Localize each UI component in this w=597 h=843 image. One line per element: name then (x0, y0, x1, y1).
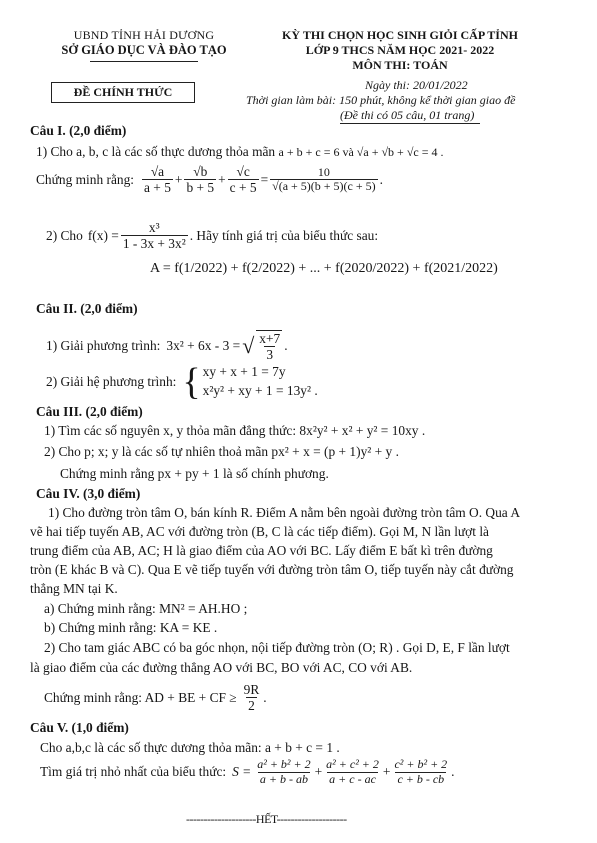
q2-title: Câu II. (2,0 điểm) (36, 301, 138, 316)
f-frac (121, 220, 188, 252)
f-den: 1 - 3x + 3x² (122, 236, 186, 252)
A-expression-text: A = f(1/2022) + f(2/2022) + ... + f(2020/2022) + f(2021/2022) (150, 261, 498, 276)
q4-line8-prefix: Chứng minh rằng: AD + BE + CF ≥ (44, 689, 237, 705)
sqrt-sign: √ (242, 333, 255, 359)
q2-radical (256, 330, 282, 363)
q4-part-a: a) Chứng minh rằng: MN² = AH.HO ; (44, 601, 248, 616)
plus-sign: + (382, 763, 391, 779)
q2-part2 (46, 363, 318, 401)
S-term-1 (255, 758, 312, 787)
equation-system (182, 363, 317, 401)
q5-line2-label: Tìm giá trị nhỏ nhất của biểu thức: (40, 763, 227, 779)
9R-over-2 (242, 682, 262, 714)
brace-icon: { (182, 361, 201, 403)
header-right (250, 28, 550, 73)
plus-sign: + (218, 171, 226, 187)
q1-part2-suffix: . Hãy tính giá trị của biểu thức sau: (189, 227, 379, 243)
S-lhs: S = (232, 763, 252, 779)
q4-title: Câu IV. (3,0 điểm) (36, 486, 141, 501)
q4-line1: 1) Cho đường tròn tâm O, bán kính R. Điểm A nằm bên ngoài đường tròn tâm O. Qua A (48, 505, 521, 520)
footer-end-marker: --------------------HẾT-------------------- (186, 812, 347, 826)
plus-sign: + (314, 763, 323, 779)
frac-b-num: √b (193, 164, 208, 179)
frac-b-den: b + 5 (186, 180, 215, 196)
q4-line2: vẽ hai tiếp tuyến AB, AC với đường tròn (B, C là các tiếp điểm). Gọi M, N lần lượt là (30, 524, 489, 539)
system-row-2: x²y² + xy + 1 = 13y² . (202, 383, 318, 398)
S-term-2 (324, 758, 381, 787)
radical-den: 3 (266, 347, 274, 363)
q3-part2: 2) Cho p; x; y là các số tự nhiên thoả mãn px² + x = (p + 1)y² + y . (44, 444, 399, 459)
q5-line2 (40, 758, 455, 787)
q1-part1-condition: a + b + c = 6 và √a + √b + √c = 4 . (278, 145, 444, 159)
pages-note: (Đề thi có 05 câu, 01 trang) (340, 108, 475, 122)
t1-den: a + b - ab (259, 771, 308, 786)
official-badge: ĐỀ CHÍNH THỨC (51, 82, 195, 103)
frac-b (184, 164, 216, 196)
exam-title: KỲ THI CHỌN HỌC SINH GIỎI CẤP TỈNH (282, 28, 518, 42)
q1-part2 (46, 220, 378, 252)
t2-num: a² + c² + 2 (326, 757, 379, 771)
plus-sign: + (174, 171, 183, 187)
q1-title: Câu I. (2,0 điểm) (30, 123, 127, 138)
pages-note-rule (340, 123, 480, 124)
frac-den: 2 (248, 698, 255, 714)
frac-a (142, 164, 173, 196)
q1-part1 (36, 144, 444, 161)
frac-c-num: √c (236, 164, 250, 179)
header-left (44, 28, 244, 59)
q5-title: Câu V. (1,0 điểm) (30, 720, 129, 735)
q4-line7: là giao điểm của các đường thẳng AO với BC, BO với AC, CO với AB. (30, 660, 413, 675)
q4-line4: tròn (E khác B và C). Qua E vẽ tiếp tuyến với đường tròn tâm O, tiếp tuyến này cắt đường (30, 562, 514, 577)
q4-line3: trung điểm của AB, AC; H là giao điểm của AO với BC. Lấy điểm E bất kì trên đường (30, 543, 493, 558)
q1-inequality (36, 164, 383, 196)
period: . (284, 338, 288, 354)
subject: MÔN THI: TOÁN (352, 58, 448, 72)
exam-duration: Thời gian làm bài: 150 phút, không kể thời gian giao đề (246, 93, 516, 107)
S-term-3 (392, 758, 449, 787)
q2-eq1-lhs: 3x² + 6x - 3 = (166, 338, 241, 354)
frac-rhs-num: 10 (317, 164, 330, 179)
frac-rhs-den: √(a + 5)(b + 5)(c + 5) (272, 179, 376, 194)
exam-date: Ngày thi: 20/01/2022 (365, 78, 468, 92)
t3-den: c + b - cb (397, 771, 445, 786)
t1-num: a² + b² + 2 (257, 757, 311, 771)
frac-rhs (270, 166, 378, 195)
q4-line5: thẳng MN tại K. (30, 581, 118, 596)
q4-line6: 2) Cho tam giác ABC có ba góc nhọn, nội tiếp đường tròn (O; R) . Gọi D, E, F lần lượt (44, 640, 510, 655)
header-left-rule (90, 61, 198, 62)
agency-name: UBND TỈNH HẢI DƯƠNG (73, 28, 215, 42)
system-row-1: xy + x + 1 = 7y (202, 364, 286, 380)
t2-den: a + c - ac (329, 771, 376, 786)
A-expression (150, 260, 498, 278)
frac-num: 9R (243, 682, 260, 697)
q2-part2-label: 2) Giải hệ phương trình: (46, 373, 177, 389)
radical-num: x+7 (259, 331, 281, 346)
q2-part1 (46, 330, 288, 363)
q1-part1-text: 1) Cho a, b, c là các số thực dương thỏa mãn (36, 144, 276, 159)
frac-c (228, 164, 259, 196)
q1-prove-label: Chứng minh rằng: (36, 171, 135, 187)
t3-num: c² + b² + 2 (394, 757, 448, 771)
q3-part1: 1) Tìm các số nguyên x, y thỏa mãn đẳng thức: 8x²y² + x² + y² = 10xy . (44, 423, 426, 438)
period: . (263, 689, 267, 705)
period: . (451, 763, 455, 779)
f-lhs: f(x) = (87, 227, 119, 243)
department-name: SỞ GIÁO DỤC VÀ ĐÀO TẠO (61, 43, 227, 57)
q1-part2-prefix: 2) Cho (46, 227, 83, 243)
frac-a-den: a + 5 (144, 180, 171, 196)
q4-line8 (44, 682, 267, 714)
q5-line1: Cho a,b,c là các số thực dương thỏa mãn: a + b + c = 1 . (40, 740, 340, 755)
frac-c-den: c + 5 (229, 180, 257, 196)
q2-part1-label: 1) Giải phương trình: (46, 338, 161, 354)
period: . (379, 171, 384, 187)
q3-part2b: Chứng minh rằng px + py + 1 là số chính phương. (60, 466, 329, 481)
frac-a-num: √a (150, 164, 165, 179)
q4-part-b: b) Chứng minh rằng: KA = KE . (44, 620, 218, 635)
q3-title: Câu III. (2,0 điểm) (36, 404, 143, 419)
grade-year: LỚP 9 THCS NĂM HỌC 2021- 2022 (305, 43, 495, 57)
equals-sign: = (260, 171, 269, 187)
f-num: x³ (148, 220, 160, 235)
